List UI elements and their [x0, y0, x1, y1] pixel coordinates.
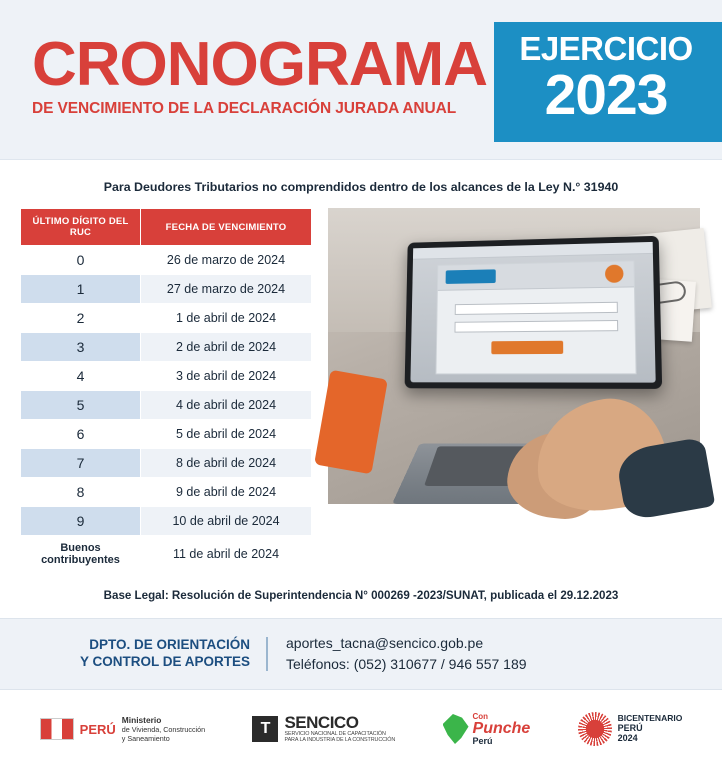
photo-site-avatar-icon [605, 265, 624, 283]
department-line-2: Y CONTROL DE APORTES [79, 654, 250, 669]
table-row [21, 333, 312, 362]
peru-flag-icon [40, 718, 74, 740]
ministry-line-3: y Saneamiento [121, 734, 170, 744]
ministry-text [122, 715, 205, 744]
table-row [21, 304, 312, 333]
sencico-sub-2: PARA LA INDUSTRIA DE LA CONSTRUCCIÓN [284, 737, 396, 744]
bicentenario-line-1: BICENTENARIO [617, 713, 683, 724]
cell-digit: 7 [21, 449, 141, 478]
photo-laptop-user [328, 208, 700, 504]
punche-con: Con [472, 711, 489, 721]
peru-map-icon [443, 714, 469, 744]
photo-website [436, 260, 637, 374]
header [0, 0, 722, 160]
schedule-table [20, 208, 312, 573]
photo-form-submit [491, 341, 563, 354]
logo-sencico [252, 714, 395, 745]
table-row [21, 478, 312, 507]
sencico-name: SENCICO [284, 712, 359, 732]
sun-rays-icon [578, 712, 612, 746]
sencico-text [284, 714, 395, 745]
punche-main: Punche [472, 719, 531, 737]
contact-email[interactable]: aportes_tacna@sencico.gob.pe [286, 635, 484, 651]
logo-ministerio [40, 715, 206, 744]
page-title: CRONOGRAMA [32, 30, 487, 99]
cell-date: 10 de abril de 2024 [141, 507, 312, 536]
contact-details [268, 633, 527, 675]
cell-date: 9 de abril de 2024 [141, 478, 312, 507]
punche-peru: Perú [472, 735, 493, 746]
cell-date: 5 de abril de 2024 [141, 420, 312, 449]
cell-date: 11 de abril de 2024 [141, 536, 312, 573]
table-row [21, 362, 312, 391]
photo-site-logo [446, 269, 496, 284]
cell-digit: 1 [21, 275, 141, 304]
header-title-block [32, 30, 502, 118]
photo-form-field-2 [454, 320, 618, 333]
legal-basis: Base Legal: Resolución de Superintendencia N° 000269 -2023/SUNAT, publicada el 29.12.2023 [103, 589, 619, 602]
table-row [21, 391, 312, 420]
photo-browser-bar [413, 242, 653, 260]
bicentenario-line-2: PERÚ [617, 722, 643, 733]
logo-bicentenario [578, 712, 683, 746]
cell-digit: 2 [21, 304, 141, 333]
contact-phones: Teléfonos: (052) 310677 / 946 557 189 [286, 656, 527, 672]
cell-date: 1 de abril de 2024 [141, 304, 312, 333]
ministry-line-1: Ministerio [121, 714, 162, 725]
cell-date: 4 de abril de 2024 [141, 391, 312, 420]
cell-date: 26 de marzo de 2024 [141, 246, 312, 275]
table-row [21, 246, 312, 275]
cell-digit: 9 [21, 507, 141, 536]
department-line-1: DPTO. DE ORIENTACIÓN [89, 637, 250, 653]
bicentenario-text [618, 714, 683, 743]
cell-digit: Buenos contribuyentes [21, 536, 141, 573]
bicentenario-line-3: 2024 [617, 732, 638, 743]
table-row [21, 420, 312, 449]
table-row [21, 275, 312, 304]
photo-form-field-1 [455, 302, 618, 315]
table-header-row [21, 209, 312, 246]
photo-screen-content [410, 242, 655, 383]
content-area [0, 208, 722, 573]
cell-digit: 5 [21, 391, 141, 420]
footer-logos [0, 690, 722, 768]
table-row [21, 449, 312, 478]
cell-digit: 8 [21, 478, 141, 507]
sencico-mark-icon: T [252, 716, 278, 742]
sencico-sub-1: SERVICIO NACIONAL DE CAPACITACIÓN [284, 731, 386, 738]
ministry-line-2: de Vivienda, Construcción [121, 725, 206, 735]
cell-digit: 3 [21, 333, 141, 362]
cell-digit: 0 [21, 246, 141, 275]
punche-text [473, 713, 531, 746]
peru-wordmark: PERÚ [79, 721, 116, 737]
exercise-label: EJERCICIO [519, 30, 693, 67]
table-row [21, 507, 312, 536]
photo-website-header [438, 261, 634, 291]
photo-laptop-screen [405, 236, 663, 389]
department-name [30, 637, 268, 671]
column-header-date: FECHA DE VENCIMIENTO [141, 209, 312, 246]
column-header-digit: ÚLTIMO DÍGITO DEL RUC [21, 209, 141, 246]
cell-date: 3 de abril de 2024 [141, 362, 312, 391]
exercise-year: 2023 [544, 63, 668, 127]
cell-date: 8 de abril de 2024 [141, 449, 312, 478]
cell-date: 27 de marzo de 2024 [141, 275, 312, 304]
table-row [21, 536, 312, 573]
cell-date: 2 de abril de 2024 [141, 333, 312, 362]
contact-band [0, 618, 722, 690]
intro-text: Para Deudores Tributarios no comprendidos dentro de los alcances de la Ley N.° 31940 [103, 180, 619, 194]
cell-digit: 6 [21, 420, 141, 449]
cell-digit: 4 [21, 362, 141, 391]
page-subtitle: DE VENCIMIENTO DE LA DECLARACIÓN JURADA ANUAL [32, 99, 457, 117]
exercise-badge [494, 22, 722, 142]
logo-con-punche-peru [443, 713, 531, 746]
